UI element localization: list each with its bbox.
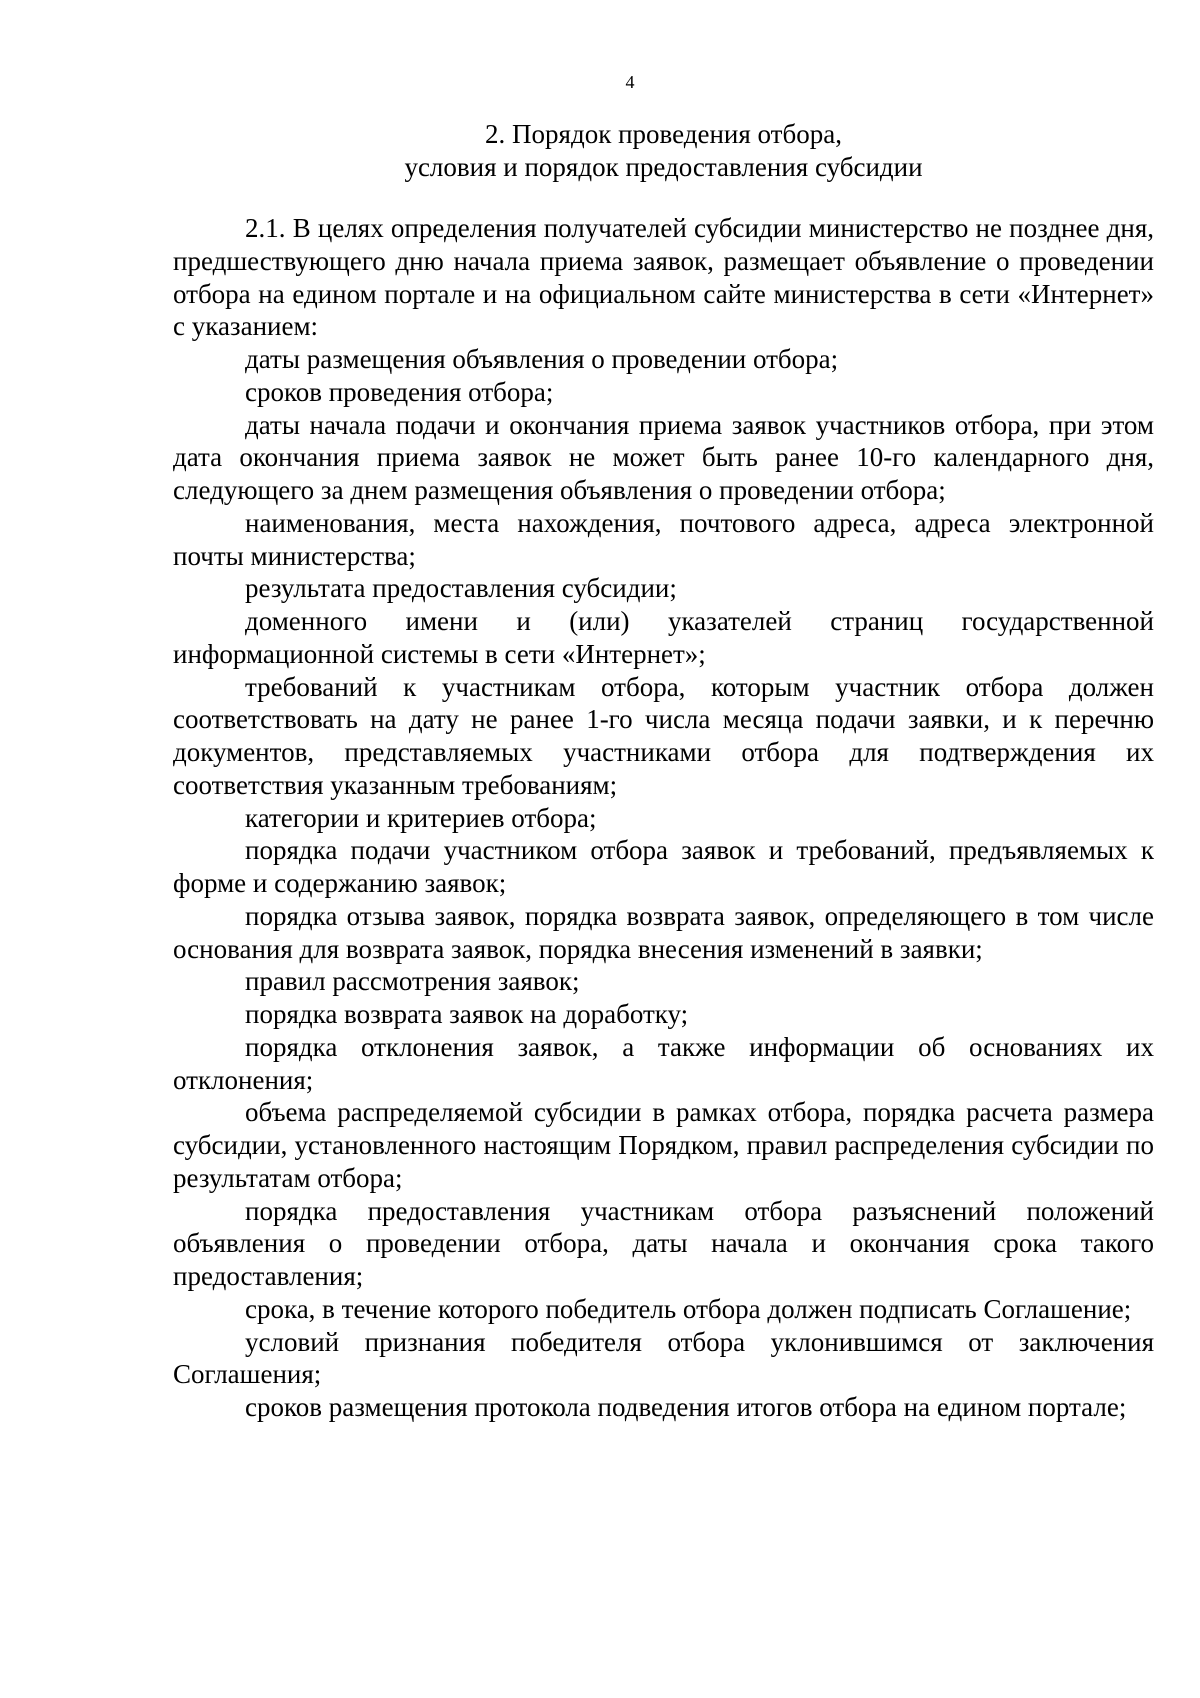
list-item: порядка возврата заявок на доработку; [245,999,689,1029]
list-item: порядка предоставления участникам отбора разъяснений положений объявления о проведении отбора, даты начала и окончания срока такого предоставления; [173,1195,1154,1291]
list-item: правил рассмотрения заявок; [245,966,580,997]
list-item: результата предоставления субсидии; [245,573,677,604]
list-item: даты размещения объявления о проведении отбора; [245,344,839,374]
list-item: категории и критериев отбора; [245,802,597,833]
section-title-line-2: условия и порядок предоставления субсидии [404,152,923,182]
section-title [173,118,1154,184]
list-item: порядка отклонения заявок, а также информации об основаниях их отклонения; [173,1031,1154,1095]
document-body [173,212,1154,1424]
list-item: наименования, места нахождения, почтового адреса, адреса электронной почты министерства; [173,507,1154,571]
list-item: требований к участникам отбора, которым участник отбора должен соответствовать на дату не ранее 1-го числа месяца подачи заявки, и к перечню документов, представляемых участниками отбора для подтверждения их соответствия указанным требованиям; [173,671,1154,800]
list-item: сроков размещения протокола подведения итогов отбора на едином портале; [245,1392,1127,1422]
page-number: 4 [625,72,635,92]
list-item: сроков проведения отбора; [245,376,554,407]
list-item: объема распределяемой субсидии в рамках отбора, порядка расчета размера субсидии, установленного настоящим Порядком, правил распределения субсидии по результатам отбора; [173,1097,1154,1193]
list-item: срока, в течение которого победитель отбора должен подписать Соглашение; [245,1293,1132,1324]
section-title-line-1: 2. Порядок проведения отбора, [485,119,842,149]
list-item: порядка отзыва заявок, порядка возврата заявок, определяющего в том числе основания для возврата заявок, порядка внесения изменений в заявки; [173,900,1154,964]
paragraph-2-1: 2.1. В целях определения получателей субсидии министерство не позднее дня, предшествующего дню начала приема заявок, размещает объявление о проведении отбора на едином портале и на официальном сайте министерства в сети «Интернет» с указанием: [173,213,1154,342]
list-item: условий признания победителя отбора уклонившимся от заключения Соглашения; [173,1326,1154,1390]
list-item: доменного имени и (или) указателей страниц государственной информационной системы в сети «Интернет»; [173,606,1154,669]
list-item: даты начала подачи и окончания приема заявок участников отбора, при этом дата окончания приема заявок не может быть ранее 10-го календарного дня, следующего за днем размещения объявления о проведении отбора; [173,409,1154,505]
list-item: порядка подачи участником отбора заявок и требований, предъявляемых к форме и содержанию заявок; [173,835,1154,898]
